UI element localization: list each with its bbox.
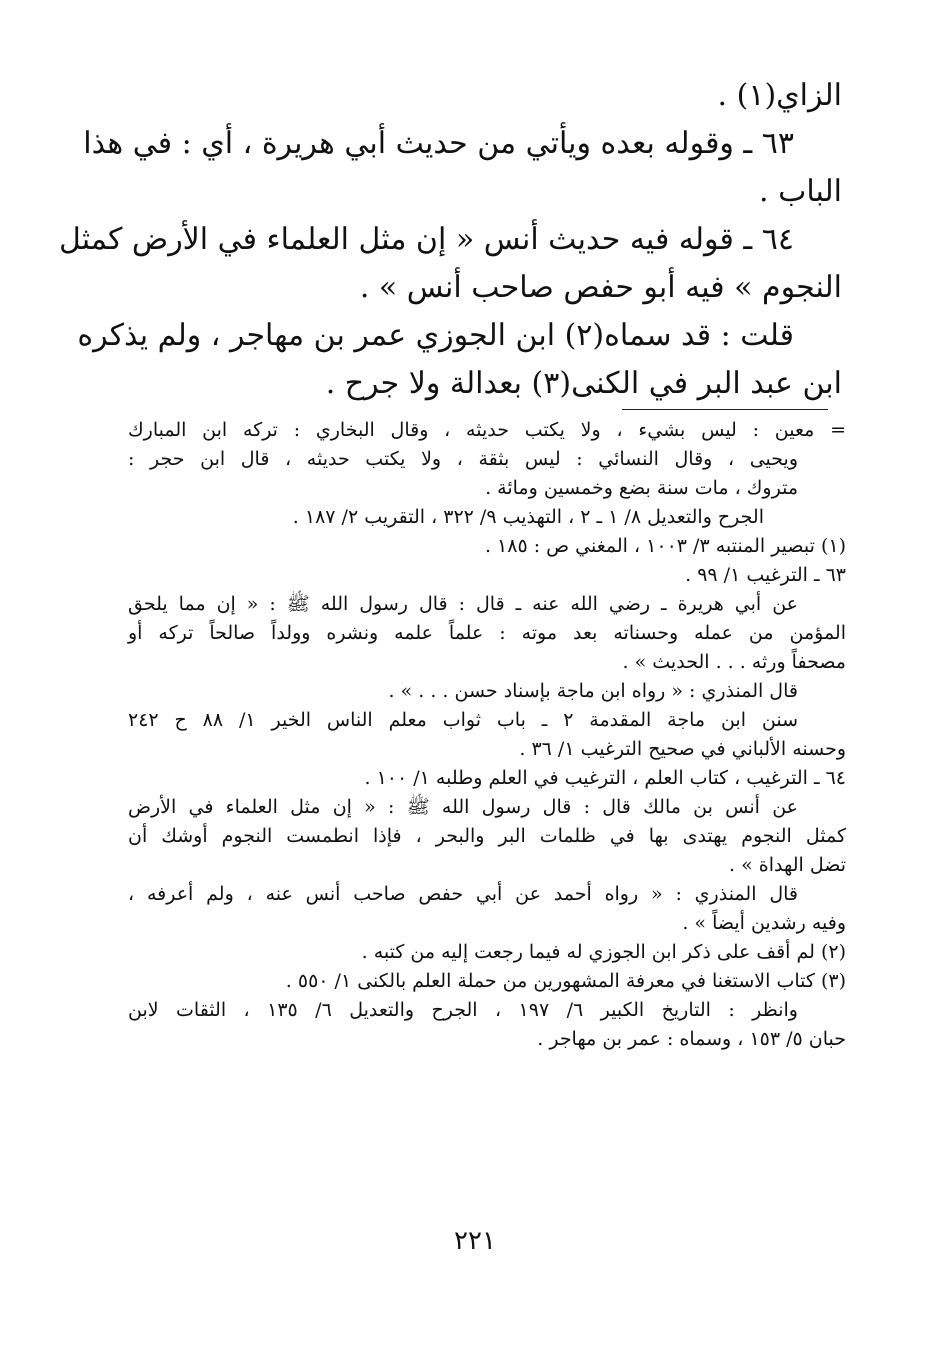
footnote-line: حبان ٥/ ١٥٣ ، وسماه : عمر بن مهاجر . [537, 1028, 846, 1050]
main-text-block [58, 72, 842, 408]
footnote-line: سنن ابن ماجة المقدمة ٢ ـ باب ثواب معلم الناس الخير ١/ ٨٨ ح ٢٤٢ [128, 709, 798, 731]
footnote-line: قال المنذري : « رواه ابن ماجة بإسناد حسن . . . » . [388, 680, 798, 702]
footnotes-block [128, 416, 846, 1054]
footnote-line: وفيه رشدين أيضاً » . [682, 912, 846, 934]
main-line: ٦٣ ـ وقوله بعده ويأتي من حديث أبي هريرة ، أي : في هذا [83, 126, 794, 161]
footnote-line: عن أبي هريرة ـ رضي الله عنه ـ قال : قال رسول الله ﷺ : « إن مما يلحق [128, 593, 798, 615]
main-line: ابن عبد البر في الكنى(٣) بعدالة ولا جرح . [325, 366, 842, 401]
footnote-separator [622, 409, 828, 410]
page-number: ٢٢١ [454, 1226, 496, 1256]
footnote-line: الجرح والتعديل ٨/ ١ ـ ٢ ، التهذيب ٩/ ٣٢٢ ، التقريب ٢/ ١٨٧ . [292, 506, 764, 528]
footnote-line: وانظر : التاريخ الكبير ٦/ ١٩٧ ، الجرح والتعديل ٦/ ١٣٥ ، الثقات لابن [128, 999, 798, 1021]
main-line: الباب . [759, 174, 842, 209]
footnote-line: مصحفاً ورثه . . . الحديث » . [622, 651, 846, 673]
footnote-line: المؤمن من عمله وحسناته بعد موته : علماً علمه ونشره وولداً صالحاً تركه أو [128, 622, 846, 644]
footnote-line: (٢) لم أقف على ذكر ابن الجوزي له فيما رجعت إليه من كتبه . [361, 941, 846, 963]
footnote-line: وحسنه الألباني في صحيح الترغيب ١/ ٣٦ . [519, 738, 846, 760]
footnote-line: ويحيى ، وقال النسائي : ليس بثقة ، ولا يكتب حديثه ، قال ابن حجر : [128, 448, 798, 470]
main-line: الزاي(١) . [717, 78, 842, 113]
footnote-line: = معين : ليس بشيء ، ولا يكتب حديثه ، وقال البخاري : تركه ابن المبارك [128, 419, 846, 441]
footnote-line: عن أنس بن مالك قال : قال رسول الله ﷺ : « إن مثل العلماء في الأرض [128, 796, 798, 818]
footnote-line: ٦٤ ـ الترغيب ، كتاب العلم ، الترغيب في العلم وطلبه ١/ ١٠٠ . [364, 767, 846, 789]
main-line: قلت : قد سماه(٢) ابن الجوزي عمر بن مهاجر ، ولم يذكره [77, 318, 794, 353]
footnote-line: متروك ، مات سنة بضع وخمسين ومائة . [485, 477, 798, 499]
main-line: النجوم » فيه أبو حفص صاحب أنس » . [359, 270, 842, 305]
footnote-line: تضل الهداة » . [729, 854, 846, 876]
footnote-line: (١) تبصير المنتبه ٣/ ١٠٠٣ ، المغني ص : ١٨٥ . [484, 535, 846, 557]
footnote-line: قال المنذري : « رواه أحمد عن أبي حفص صاحب أنس عنه ، ولم أعرفه ، [128, 883, 798, 905]
footnote-line: ٦٣ ـ الترغيب ١/ ٩٩ . [685, 564, 846, 586]
footnote-line: (٣) كتاب الاستغنا في معرفة المشهورين من حملة العلم بالكنى ١/ ٥٥٠ . [285, 970, 846, 992]
footnote-line: كمثل النجوم يهتدى بها في ظلمات البر والبحر ، فإذا انطمست النجوم أوشك أن [128, 825, 846, 847]
main-line: ٦٤ ـ قوله فيه حديث أنس « إن مثل العلماء في الأرض كمثل [58, 222, 794, 257]
